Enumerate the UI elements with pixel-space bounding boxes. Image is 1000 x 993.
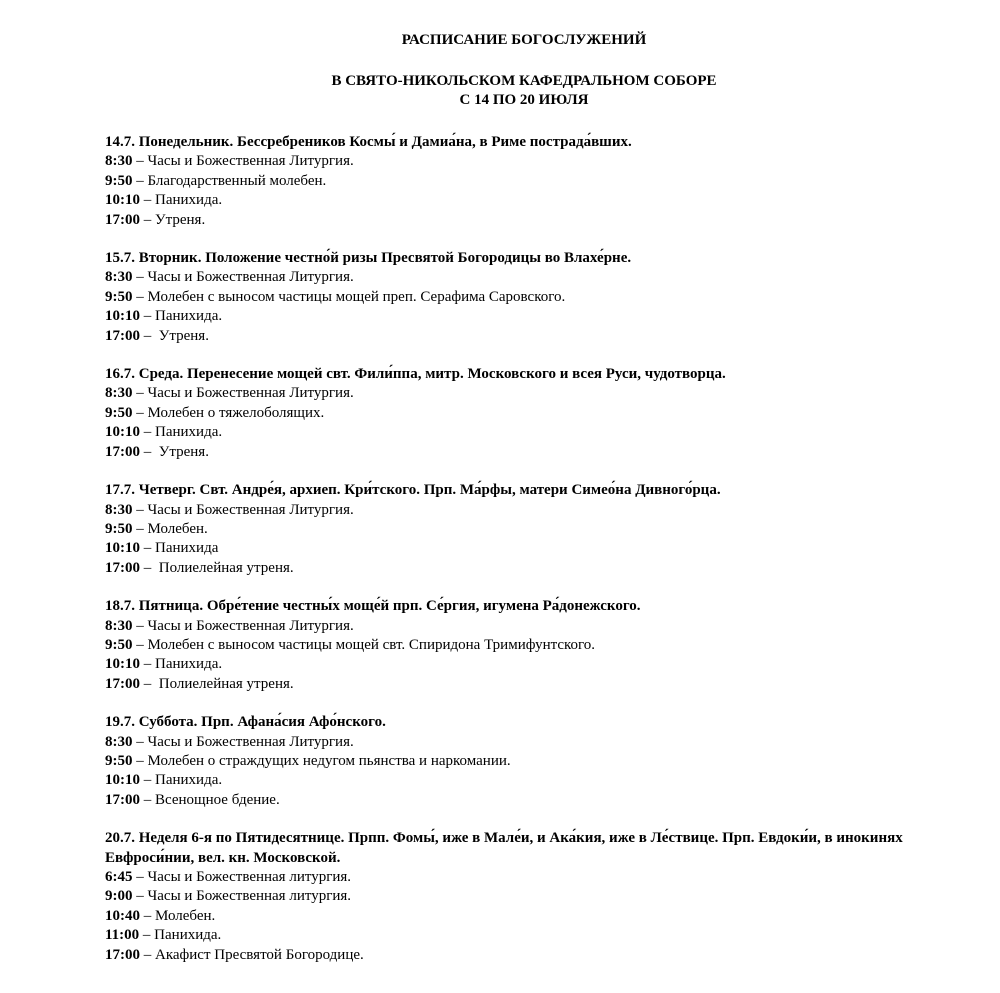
- service-time: 17:00: [105, 675, 140, 692]
- service-time: 10:40: [105, 907, 140, 924]
- service-time: 9:50: [105, 172, 133, 189]
- service-description: – Часы и Божественная Литургия.: [132, 733, 354, 750]
- service-entry: [105, 423, 945, 442]
- service-description: – Молебен с выносом частицы мощей преп. Серафима Саровского.: [132, 288, 566, 305]
- day-block: [105, 481, 945, 578]
- service-time: 10:10: [105, 308, 140, 325]
- service-entry: [105, 752, 945, 771]
- day-heading: 16.7. Среда. Перенесение мощей свт. Фили́ппа, митр. Московского и всея Руси, чудотворца.: [105, 366, 726, 383]
- service-entry: [105, 268, 945, 287]
- service-entry: [105, 559, 945, 578]
- service-description: – Панихида.: [140, 424, 223, 441]
- service-description: – Часы и Божественная Литургия.: [132, 385, 354, 402]
- service-time: 8:30: [105, 153, 133, 170]
- service-time: 17:00: [105, 946, 140, 963]
- service-entry: [105, 191, 945, 210]
- service-time: 6:45: [105, 869, 133, 885]
- service-time: 17:00: [105, 559, 140, 576]
- service-entry: [105, 946, 945, 965]
- service-time: 8:30: [105, 501, 133, 518]
- service-time: 10:10: [105, 540, 140, 557]
- day-block: [105, 249, 945, 346]
- service-time: 17:00: [105, 791, 140, 808]
- service-time: 10:10: [105, 772, 140, 789]
- service-time: 9:50: [105, 288, 133, 305]
- service-description: – Часы и Божественная Литургия.: [132, 501, 354, 518]
- service-entry: [105, 443, 945, 462]
- schedule-list: [105, 133, 945, 984]
- service-description: – Панихида.: [140, 192, 223, 209]
- service-time: 9:50: [105, 404, 133, 421]
- service-entry: [105, 771, 945, 790]
- service-time: 10:10: [105, 192, 140, 209]
- service-entry: [105, 907, 945, 926]
- document-title: РАСПИСАНИЕ БОГОСЛУЖЕНИЙ: [401, 32, 647, 48]
- service-time: 8:30: [105, 617, 133, 634]
- day-heading: 17.7. Четверг. Свт. Андре́я, архиеп. Кри́тского. Прп. Ма́рфы, матери Симео́на Дивного́рца.: [105, 482, 721, 499]
- service-entry: [105, 327, 945, 346]
- service-time: 8:30: [105, 733, 133, 750]
- service-time: 17:00: [105, 211, 140, 228]
- day-block: [105, 829, 945, 965]
- service-description: – Панихида.: [139, 927, 222, 944]
- service-entry: [105, 675, 945, 694]
- service-description: – Молебен.: [140, 907, 216, 924]
- service-entry: [105, 539, 945, 558]
- service-description: – Молебен.: [132, 520, 208, 537]
- service-entry: [105, 404, 945, 423]
- service-time: 17:00: [105, 443, 140, 460]
- service-description: – Полиелейная утреня.: [140, 675, 294, 692]
- service-time: 9:00: [105, 888, 133, 905]
- service-description: – Часы и Божественная литургия.: [132, 888, 352, 905]
- service-description: – Молебен о страждущих недугом пьянства и наркомании.: [132, 752, 511, 769]
- service-time: 9:50: [105, 520, 133, 537]
- day-heading: 15.7. Вторник. Положение честно́й ризы Пресвятой Богородицы во Влахе́рне.: [105, 250, 632, 267]
- service-description: – Молебен с выносом частицы мощей свт. Спиридона Тримифунтского.: [132, 636, 596, 653]
- service-description: – Панихида.: [140, 772, 223, 789]
- day-heading: 14.7. Понедельник. Бессребреников Космы́ и Дамиа́на, в Риме пострада́вших.: [105, 134, 632, 150]
- service-description: – Часы и Божественная Литургия.: [132, 153, 354, 170]
- service-description: – Часы и Божественная Литургия.: [132, 617, 354, 634]
- service-time: 11:00: [105, 927, 140, 944]
- service-entry: [105, 868, 945, 887]
- day-block: [105, 713, 945, 810]
- service-entry: [105, 887, 945, 906]
- service-entry: [105, 288, 945, 307]
- day-block: [105, 133, 945, 230]
- service-description: – Утреня.: [140, 211, 206, 228]
- service-entry: [105, 172, 945, 191]
- service-description: – Панихида.: [140, 308, 223, 325]
- service-description: – Панихида.: [140, 656, 223, 673]
- service-description: – Часы и Божественная литургия.: [132, 869, 352, 885]
- service-entry: [105, 636, 945, 655]
- service-description: – Утреня.: [140, 327, 209, 344]
- service-description: – Полиелейная утреня.: [140, 559, 294, 576]
- service-time: 8:30: [105, 269, 133, 286]
- service-entry: [105, 520, 945, 539]
- service-description: – Благодарственный молебен.: [132, 172, 327, 189]
- service-entry: [105, 617, 945, 636]
- service-description: – Молебен о тяжелоболящих.: [132, 404, 325, 421]
- document-subtitle-cathedral: В СВЯТО-НИКОЛЬСКОМ КАФЕДРАЛЬНОМ СОБОРЕ: [331, 73, 717, 89]
- service-time: 9:50: [105, 636, 133, 653]
- service-time: 10:10: [105, 424, 140, 441]
- service-entry: [105, 733, 945, 752]
- day-heading: 20.7. Неделя 6-я по Пятидесятнице. Прпп. Фомы́, иже в Мале́и, и Ака́кия, иже в Ле́ствице. Прп. Евдоки́и, в инокинях Евфроси́нии, вел. кн. Московской.: [105, 830, 903, 866]
- day-heading: 18.7. Пятница. Обре́тение честны́х моще́й прп. Се́ргия, игумена Ра́донежского.: [105, 598, 641, 615]
- service-time: 9:50: [105, 752, 133, 769]
- day-block: [105, 365, 945, 462]
- service-entry: [105, 384, 945, 403]
- day-block: [105, 597, 945, 694]
- service-entry: [105, 501, 945, 520]
- document-subtitle-dates: С 14 ПО 20 ИЮЛЯ: [459, 92, 589, 108]
- day-heading: 19.7. Суббота. Прп. Афана́сия Афо́нского.: [105, 714, 386, 731]
- service-entry: [105, 152, 945, 171]
- service-description: – Всенощное бдение.: [140, 791, 280, 808]
- service-description: – Панихида: [140, 540, 219, 557]
- service-entry: [105, 655, 945, 674]
- service-entry: [105, 791, 945, 810]
- service-time: 10:10: [105, 656, 140, 673]
- service-time: 17:00: [105, 327, 140, 344]
- service-entry: [105, 211, 945, 230]
- service-entry: [105, 926, 945, 945]
- service-description: – Часы и Божественная Литургия.: [132, 269, 354, 286]
- service-time: 8:30: [105, 385, 133, 402]
- service-entry: [105, 307, 945, 326]
- service-description: – Утреня.: [140, 443, 209, 460]
- service-description: – Акафист Пресвятой Богородице.: [140, 946, 364, 963]
